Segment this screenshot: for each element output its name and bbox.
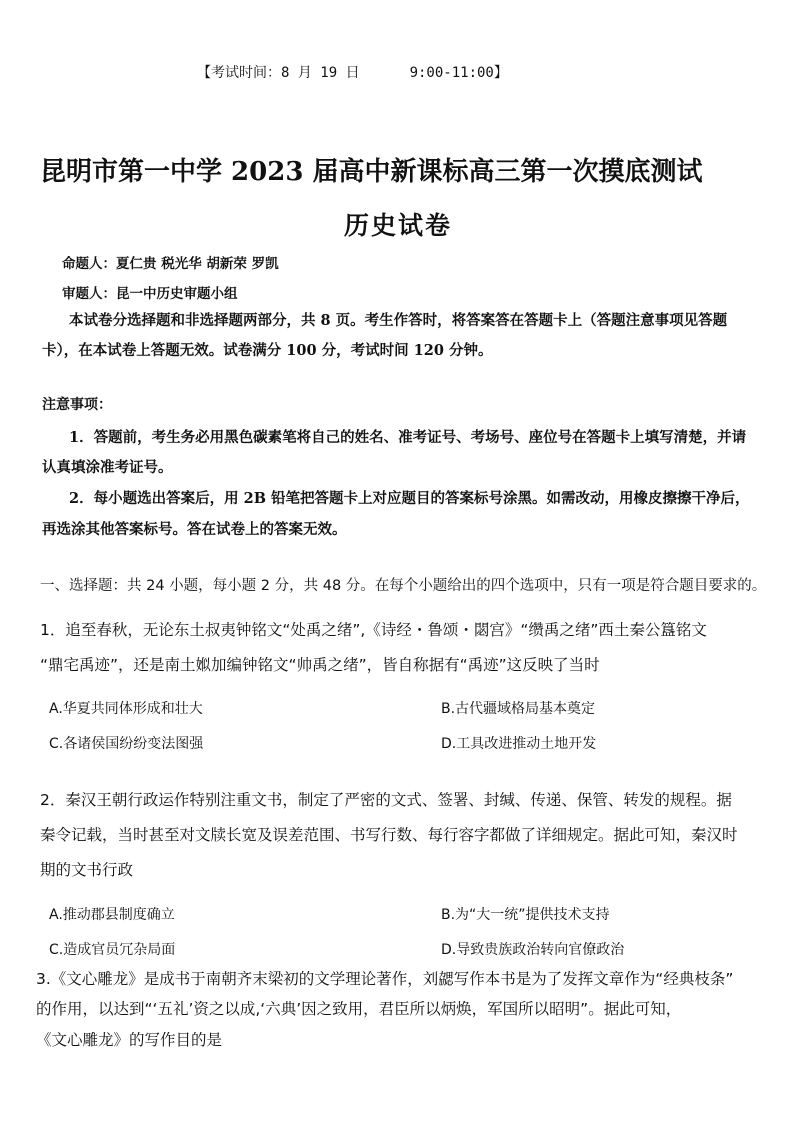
authors-line: 命题人：夏仁贵 税光华 胡新荣 罗凯: [62, 256, 279, 272]
question-3-line-3: 《文心雕龙》的写作目的是: [36, 1031, 223, 1049]
question-2-option-d: D.导致贵族政治转向官僚政治: [441, 942, 625, 958]
notice-item-2-cont: 再选涂其他答案标号。答在试卷上的答案无效。: [42, 521, 347, 538]
question-1-option-a: A.华夏共同体形成和壮大: [49, 701, 203, 717]
question-2-option-c: C.造成官员冗杂局面: [49, 942, 176, 958]
question-3-line-1: 3.《文心雕龙》是成书于南朝齐末梁初的文学理论著作，刘勰写作本书是为了发挥文章作为“经典枝条”: [36, 970, 734, 988]
question-1-option-c: C.各诸侯国纷纷变法图强: [49, 736, 204, 752]
document-subtitle: 历史试卷: [344, 211, 453, 240]
notice-item-1: 1．答题前，考生务必用黑色碳素笔将自己的姓名、准考证号、考场号、座位号在答题卡上填写清楚，并请: [69, 429, 747, 446]
question-1-line-2: “鼎宅禹迹”，还是南土娰加编钟铭文“帅禹之绪”，皆自称据有“禹迹”这反映了当时: [40, 656, 600, 674]
question-2-line-3: 期的文书行政: [40, 861, 134, 879]
question-2-line-2: 秦令记载，当时甚至对文牍长宽及误差范围、书写行数、每行容字都做了详细规定。据此可知，秦汉时: [40, 826, 738, 844]
notice-title: 注意事项：: [42, 397, 112, 413]
intro-line-2: 卡），在本试卷上答题无效。试卷满分 100 分，考试时间 120 分钟。: [42, 342, 493, 359]
section-heading: 一、选择题：共 24 小题，每小题 2 分，共 48 分。在每个小题给出的四个选项中，只有一项是符合题目要求的。: [40, 578, 767, 594]
exam-time: [197, 62, 508, 82]
intro-line-1: 本试卷分选择题和非选择题两部分，共 8 页。考生作答时，将答案答在答题卡上（答题注意事项见答题: [69, 312, 728, 329]
notice-item-1-cont: 认真填涂准考证号。: [42, 459, 173, 476]
question-3-line-2: 的作用，以达到“‘五礼’资之以成,‘六典’因之致用，君臣所以炳焕，军国所以昭明”。据此可知，: [36, 1000, 682, 1018]
question-1-option-d: D.工具改进推动土地开发: [441, 736, 597, 752]
question-2-option-a: A.推动郡县制度确立: [49, 907, 175, 923]
reviewers-line: 审题人：昆一中历史审题小组: [62, 286, 238, 302]
question-2-option-b: B.为“大一统”提供技术支持: [441, 907, 610, 923]
document-title: 昆明市第一中学 2023 届高中新课标高三第一次摸底测试: [40, 157, 703, 187]
exam-time-slot: 9:00-11:00】: [409, 65, 508, 81]
question-2-line-1: 2．秦汉王朝行政运作特别注重文书，制定了严密的文式、签署、封缄、传递、保管、转发的规程。据: [40, 791, 732, 809]
question-1-line-1: 1．追至春秋，无论东土叔夷钟铭文“处禹之绪”,《诗经・鲁颂・閟宫》“缵禹之绪”西土秦公簋铭文: [40, 621, 707, 639]
notice-item-2: 2．每小题选出答案后，用 2B 铅笔把答题卡上对应题目的答案标号涂黑。如需改动，用橡皮擦擦干净后，: [69, 490, 750, 507]
exam-time-label: 【考试时间：8 月 19 日: [197, 65, 360, 81]
question-1-option-b: B.古代疆域格局基本奠定: [441, 701, 596, 717]
